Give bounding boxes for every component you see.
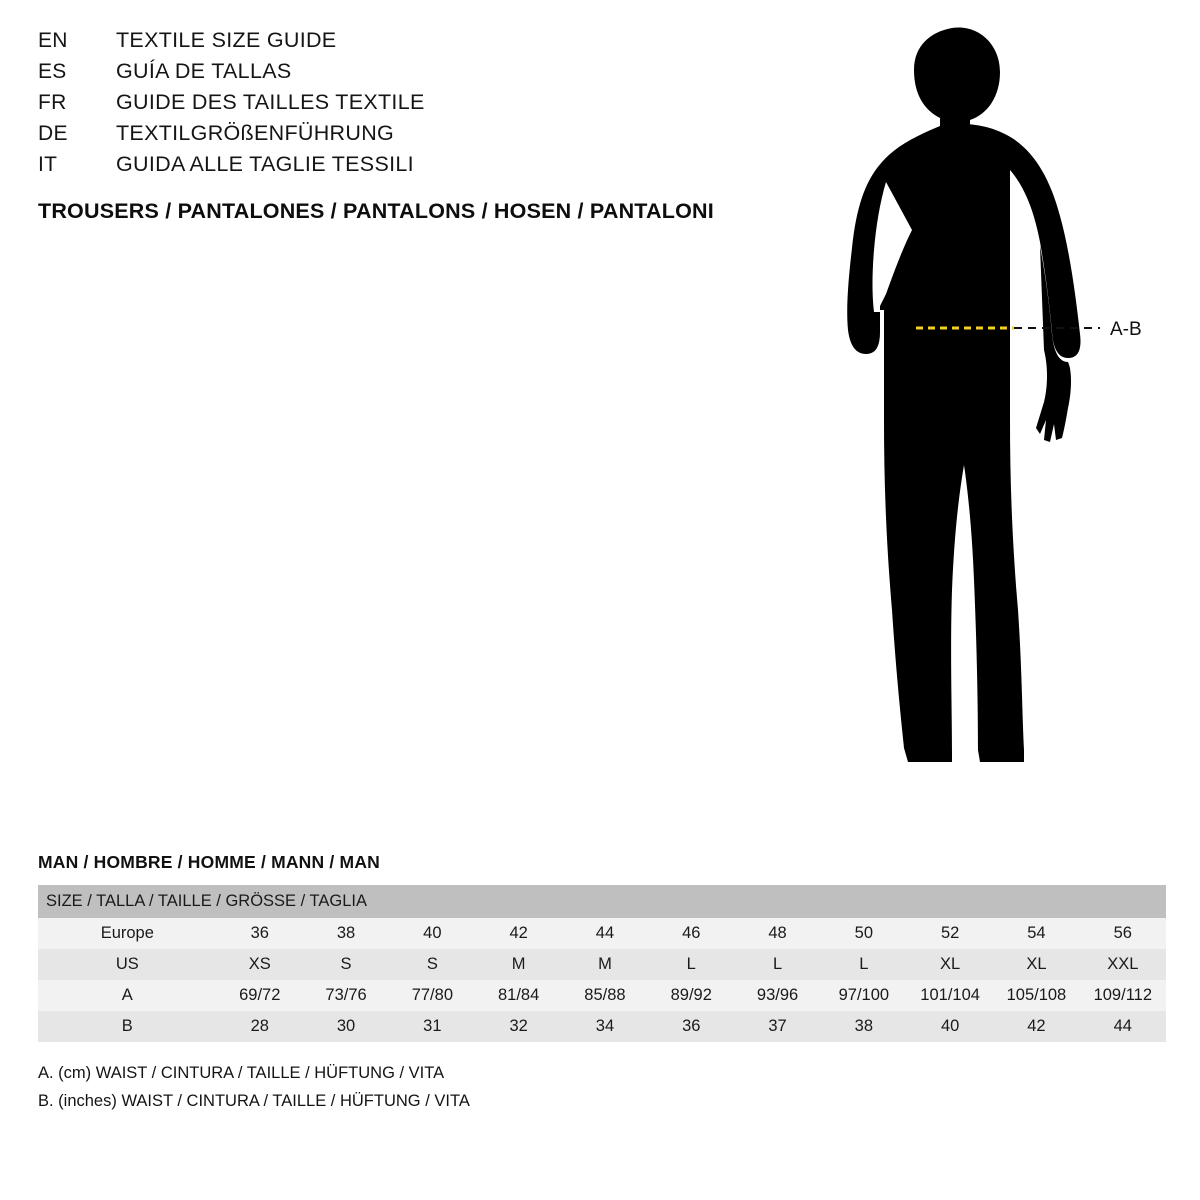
cell-europe-1: 38 bbox=[303, 918, 389, 949]
cell-us-8: XL bbox=[907, 949, 993, 980]
cell-europe-4: 44 bbox=[562, 918, 648, 949]
language-text-de: TEXTILGRÖßENFÜHRUNG bbox=[116, 121, 395, 145]
cell-a-9: 105/108 bbox=[993, 980, 1079, 1011]
size-table bbox=[38, 885, 1166, 1042]
cell-a-6: 93/96 bbox=[734, 980, 820, 1011]
language-code-fr: FR bbox=[38, 91, 67, 114]
language-code-en: EN bbox=[38, 29, 68, 52]
garment-type-title: TROUSERS / PANTALONES / PANTALONS / HOSEN / PANTALONI bbox=[38, 199, 714, 223]
row-label-a: A bbox=[38, 980, 217, 1011]
cell-a-3: 81/84 bbox=[476, 980, 562, 1011]
cell-b-1: 30 bbox=[303, 1011, 389, 1042]
measurement-label-ab: A-B bbox=[1110, 319, 1142, 340]
cell-us-7: L bbox=[821, 949, 907, 980]
cell-b-8: 40 bbox=[907, 1011, 993, 1042]
cell-europe-0: 36 bbox=[217, 918, 303, 949]
table-header-label: SIZE / TALLA / TAILLE / GRÖSSE / TAGLIA bbox=[38, 885, 1166, 918]
size-table-section bbox=[38, 852, 1166, 1120]
silhouette-shape bbox=[847, 27, 1080, 762]
cell-b-4: 34 bbox=[562, 1011, 648, 1042]
cell-us-5: L bbox=[648, 949, 734, 980]
language-row-en bbox=[38, 28, 798, 59]
cell-b-0: 28 bbox=[217, 1011, 303, 1042]
cell-a-7: 97/100 bbox=[821, 980, 907, 1011]
figure-illustration bbox=[800, 10, 1200, 810]
cell-b-9: 42 bbox=[993, 1011, 1079, 1042]
cell-us-9: XL bbox=[993, 949, 1079, 980]
cell-b-7: 38 bbox=[821, 1011, 907, 1042]
male-silhouette-svg bbox=[800, 10, 1200, 810]
language-text-fr: GUIDE DES TAILLES TEXTILE bbox=[116, 90, 425, 114]
row-label-europe: Europe bbox=[38, 918, 217, 949]
cell-europe-9: 54 bbox=[993, 918, 1079, 949]
cell-europe-8: 52 bbox=[907, 918, 993, 949]
cell-a-8: 101/104 bbox=[907, 980, 993, 1011]
table-row bbox=[38, 980, 1166, 1011]
language-text-en: TEXTILE SIZE GUIDE bbox=[116, 28, 337, 52]
cell-b-10: 44 bbox=[1080, 1011, 1166, 1042]
cell-us-0: XS bbox=[217, 949, 303, 980]
cell-us-6: L bbox=[734, 949, 820, 980]
row-label-us: US bbox=[38, 949, 217, 980]
language-code-de: DE bbox=[38, 122, 68, 145]
language-row-it bbox=[38, 152, 798, 183]
cell-europe-2: 40 bbox=[389, 918, 475, 949]
cell-a-0: 69/72 bbox=[217, 980, 303, 1011]
cell-us-10: XXL bbox=[1080, 949, 1166, 980]
language-row-fr bbox=[38, 90, 798, 121]
row-label-b: B bbox=[38, 1011, 217, 1042]
language-text-it: GUIDA ALLE TAGLIE TESSILI bbox=[116, 152, 414, 176]
cell-a-1: 73/76 bbox=[303, 980, 389, 1011]
cell-europe-3: 42 bbox=[476, 918, 562, 949]
cell-europe-6: 48 bbox=[734, 918, 820, 949]
table-row bbox=[38, 949, 1166, 980]
footnote-a: A. (cm) WAIST / CINTURA / TAILLE / HÜFTUNG / VITA bbox=[38, 1064, 445, 1082]
cell-b-6: 37 bbox=[734, 1011, 820, 1042]
cell-a-2: 77/80 bbox=[389, 980, 475, 1011]
cell-a-10: 109/112 bbox=[1080, 980, 1166, 1011]
table-footnotes bbox=[38, 1064, 1166, 1111]
cell-b-5: 36 bbox=[648, 1011, 734, 1042]
table-header-row bbox=[38, 885, 1166, 918]
language-text-es: GUÍA DE TALLAS bbox=[116, 59, 292, 83]
gender-label: MAN / HOMBRE / HOMME / MANN / MAN bbox=[38, 852, 380, 872]
language-code-it: IT bbox=[38, 153, 58, 176]
footnote-b: B. (inches) WAIST / CINTURA / TAILLE / HÜFTUNG / VITA bbox=[38, 1092, 470, 1110]
cell-europe-10: 56 bbox=[1080, 918, 1166, 949]
cell-us-4: M bbox=[562, 949, 648, 980]
language-row-es bbox=[38, 59, 798, 90]
size-guide-header bbox=[38, 28, 798, 224]
table-row bbox=[38, 918, 1166, 949]
cell-europe-7: 50 bbox=[821, 918, 907, 949]
cell-us-3: M bbox=[476, 949, 562, 980]
cell-us-2: S bbox=[389, 949, 475, 980]
cell-b-2: 31 bbox=[389, 1011, 475, 1042]
cell-us-1: S bbox=[303, 949, 389, 980]
table-row bbox=[38, 1011, 1166, 1042]
cell-a-4: 85/88 bbox=[562, 980, 648, 1011]
language-code-es: ES bbox=[38, 60, 67, 83]
cell-b-3: 32 bbox=[476, 1011, 562, 1042]
language-row-de bbox=[38, 121, 798, 152]
cell-a-5: 89/92 bbox=[648, 980, 734, 1011]
cell-europe-5: 46 bbox=[648, 918, 734, 949]
